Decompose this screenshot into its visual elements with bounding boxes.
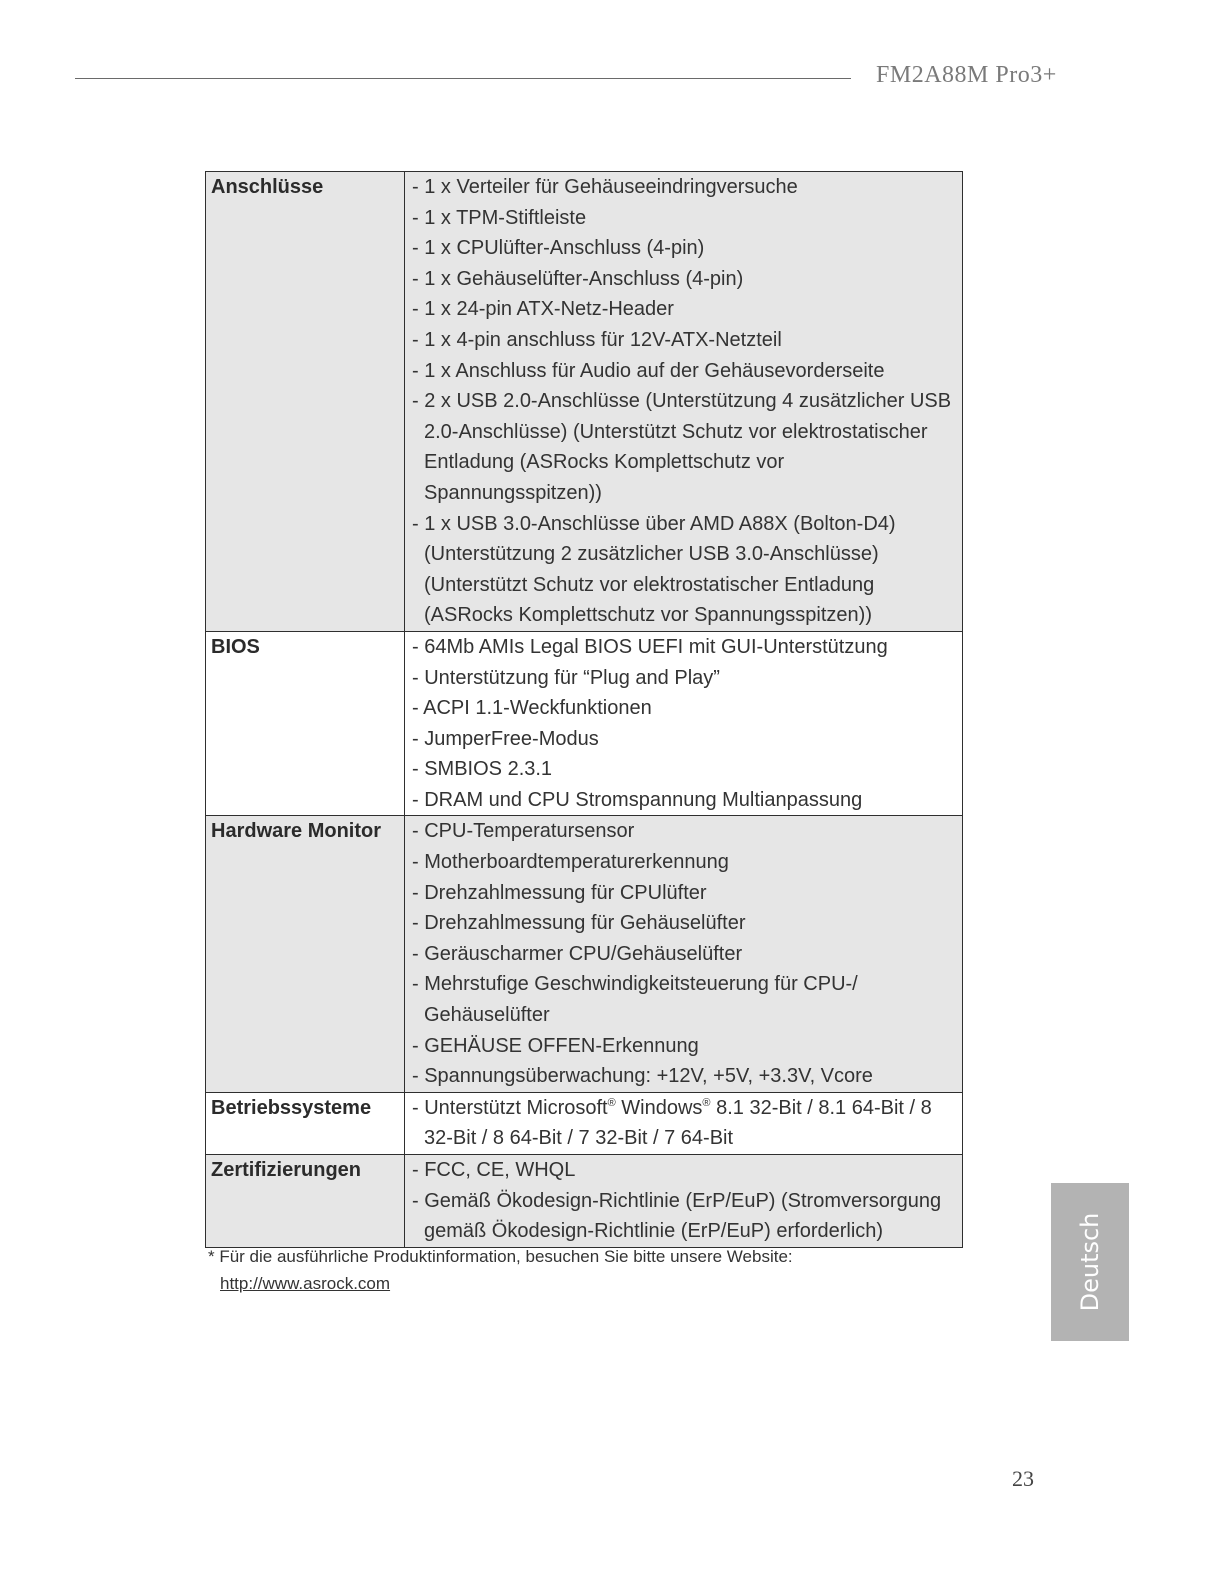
spec-item: - 1 x TPM-Stiftleiste	[412, 206, 587, 229]
spec-item: - 1 x Gehäuselüfter-Anschluss (4-pin)	[412, 267, 744, 290]
spec-item: - ACPI 1.1-Weckfunktionen	[412, 697, 652, 720]
footnote-text: * Für die ausführliche Produktinformation, besuchen Sie bitte unsere Website:	[208, 1247, 793, 1266]
language-tab-label: Deutsch	[1076, 1212, 1104, 1312]
spec-item: - Motherboardtemperaturerkennung	[412, 851, 729, 874]
header-rule	[75, 78, 851, 79]
registered-mark: ®	[607, 1096, 616, 1109]
spec-label: Hardware Monitor	[206, 816, 405, 1092]
spec-row-hardware-monitor	[206, 816, 963, 1092]
os-middle: Windows	[615, 1096, 703, 1119]
spec-item: - Drehzahlmessung für Gehäuselüfter	[412, 912, 746, 935]
spec-item: - Drehzahlmessung für CPUlüfter	[412, 881, 707, 904]
spec-item: - JumperFree-Modus	[412, 727, 599, 750]
spec-item: - DRAM und CPU Stromspannung Multianpassung	[412, 788, 863, 811]
spec-row-zertifizierungen	[206, 1155, 963, 1248]
spec-item: - Spannungsüberwachung: +12V, +5V, +3.3V, Vcore	[412, 1065, 873, 1088]
spec-label: Anschlüsse	[206, 172, 405, 632]
spec-table	[205, 171, 963, 1248]
spec-item: - 1 x USB 3.0-Anschlüsse über AMD A88X (Bolton-D4) (Unterstützung 2 zusätzlicher USB 3.0-Anschlüsse) (Unterstützt Schutz vor elektrostatischer Entladung (ASRocks Komplettschutz vor Spannungsspitzen))	[412, 512, 896, 627]
spec-label: BIOS	[206, 631, 405, 816]
spec-item: - Unterstützung für “Plug and Play”	[412, 666, 720, 689]
os-suffix: 8.1 32-Bit / 8.1 64-Bit / 8 32-Bit / 8 64-Bit / 7 32-Bit / 7 64-Bit	[424, 1096, 932, 1150]
spec-item: - Mehrstufige Geschwindigkeitsteuerung für CPU-/ Gehäuselüfter	[412, 973, 858, 1027]
spec-row-betriebssysteme	[206, 1092, 963, 1154]
spec-item: - 1 x 4-pin anschluss für 12V-ATX-Netzteil	[412, 328, 782, 351]
spec-item: - FCC, CE, WHQL	[412, 1159, 576, 1181]
spec-item: - 1 x CPUlüfter-Anschluss (4-pin)	[412, 237, 705, 260]
spec-item: - 1 x Anschluss für Audio auf der Gehäusevorderseite	[412, 359, 885, 382]
spec-item: - Geräuscharmer CPU/Gehäuselüfter	[412, 942, 743, 965]
spec-items	[405, 1155, 963, 1248]
spec-label: Betriebssysteme	[206, 1092, 405, 1154]
spec-item-os	[412, 1093, 956, 1154]
spec-item: - 2 x USB 2.0-Anschlüsse (Unterstützung 4 zusätzlicher USB 2.0-Anschlüsse) (Unterstützt Schutz vor elektrostatischer Entladung (ASRocks Komplettschutz vor Spannungsspitzen))	[412, 390, 952, 504]
website-link[interactable]: http://www.asrock.com	[220, 1274, 391, 1293]
spec-item: - GEHÄUSE OFFEN-Erkennung	[412, 1034, 699, 1057]
spec-row-anschluesse	[206, 172, 963, 632]
page-number: 23	[1012, 1466, 1034, 1491]
spec-items	[405, 1092, 963, 1154]
spec-row-bios	[206, 631, 963, 816]
header-title: FM2A88M Pro3+	[876, 62, 1057, 88]
spec-item: - CPU-Temperatursensor	[412, 820, 635, 843]
spec-item: - Gemäß Ökodesign-Richtlinie (ErP/EuP) (Stromversorgung gemäß Ökodesign-Richtlinie (ErP/EuP) erforderlich)	[412, 1189, 942, 1243]
spec-items	[405, 631, 963, 816]
language-tab	[1051, 1183, 1129, 1341]
footnote	[208, 1243, 793, 1297]
spec-item: - SMBIOS 2.3.1	[412, 758, 553, 781]
spec-items	[405, 172, 963, 632]
spec-label: Zertifizierungen	[206, 1155, 405, 1248]
spec-item: - 64Mb AMIs Legal BIOS UEFI mit GUI-Unterstützung	[412, 635, 888, 658]
spec-items	[405, 816, 963, 1092]
registered-mark: ®	[702, 1096, 711, 1109]
spec-item: - 1 x 24-pin ATX-Netz-Header	[412, 298, 674, 321]
os-prefix: - Unterstützt Microsoft	[412, 1096, 608, 1119]
spec-item: - 1 x Verteiler für Gehäuseeindringversuche	[412, 176, 798, 198]
